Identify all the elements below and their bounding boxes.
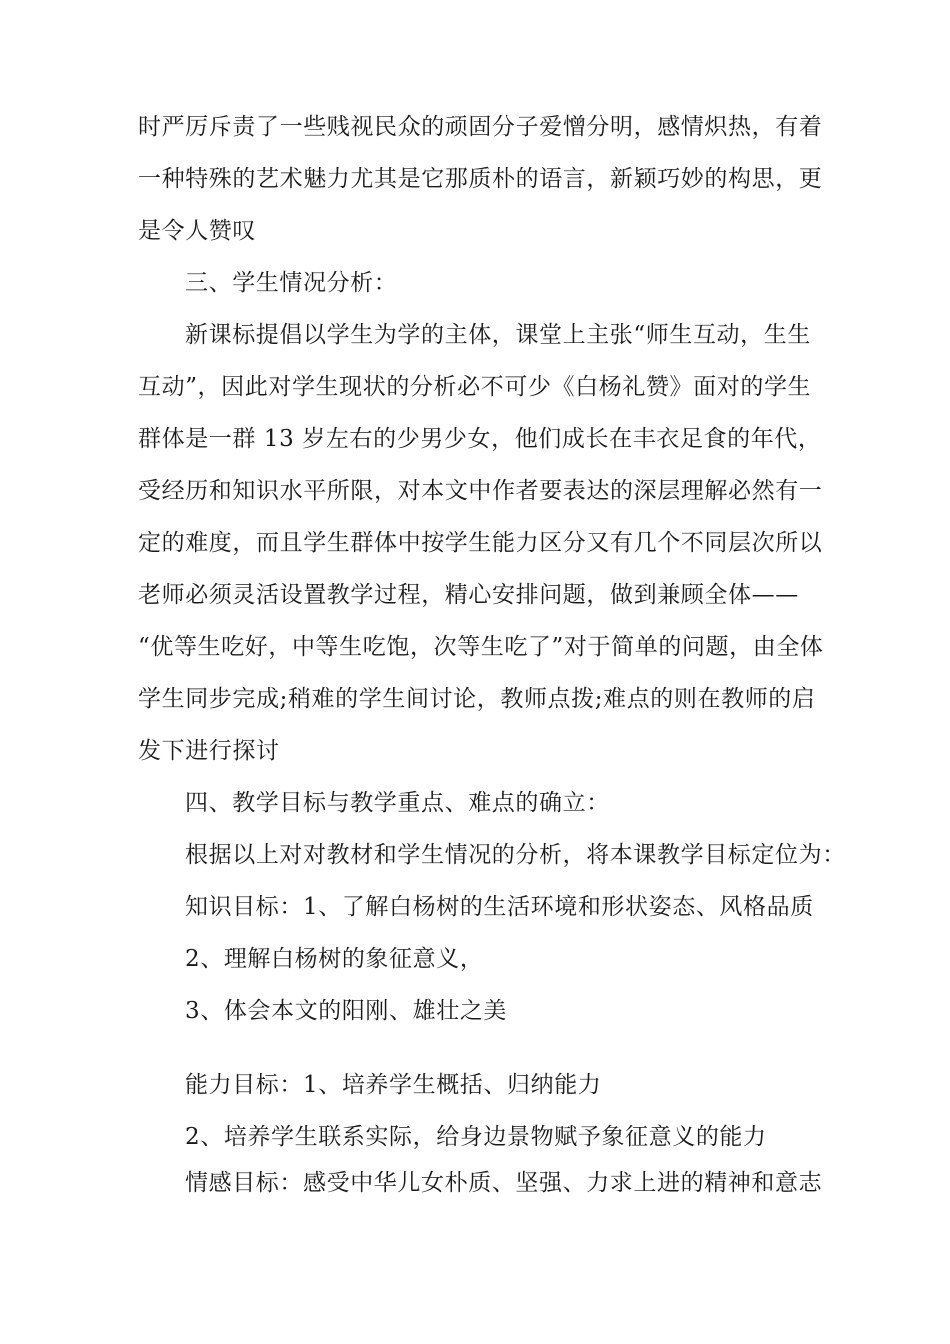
list-item: 2、培养学生联系实际，给身边景物赋予象征意义的能力 [185, 1124, 767, 1150]
paragraph-line: 一种特殊的艺术魅力尤其是它那质朴的语言，新颖巧妙的构思，更 [138, 166, 823, 192]
paragraph-line: 定的难度，而且学生群体中按学生能力区分又有几个不同层次所以 [138, 530, 823, 556]
list-item: 情感目标：感受中华儿女朴质、坚强、力求上进的精神和意志 [185, 1170, 823, 1196]
paragraph-line: 老师必须灵活设置教学过程，精心安排问题，做到兼顾全体—— [138, 582, 799, 608]
paragraph-line: “优等生吃好，中等生吃饱，次等生吃了”对于简单的问题，由全体 [138, 634, 824, 660]
paragraph-line: 根据以上对对教材和学生情况的分析，将本课教学目标定位为： [185, 842, 846, 868]
paragraph-line: 发下进行探讨 [138, 738, 280, 764]
paragraph-line: 受经历和知识水平所限，对本文中作者要表达的深层理解必然有一 [138, 478, 823, 504]
paragraph-line: 群体是一群 13 岁左右的少男少女，他们成长在丰衣足食的年代， [138, 426, 822, 452]
list-item: 3、体会本文的阳刚、雄壮之美 [185, 998, 508, 1024]
section-heading: 四、教学目标与教学重点、难点的确立： [185, 790, 610, 816]
list-item: 能力目标：1、培养学生概括、归纳能力 [185, 1072, 602, 1098]
paragraph-line: 学生同步完成;稍难的学生间讨论，教师点拨;难点的则在教师的启 [138, 686, 816, 712]
paragraph-line: 是令人赞叹 [138, 218, 256, 244]
paragraph-line: 互动”，因此对学生现状的分析必不可少《白杨礼赞》面对的学生 [138, 374, 812, 400]
section-heading: 三、学生情况分析： [185, 270, 398, 296]
paragraph-line: 时严厉斥责了一些贱视民众的顽固分子爱憎分明，感情炽热，有着 [138, 114, 823, 140]
paragraph-line: 新课标提倡以学生为学的主体，课堂上主张“师生互动，生生 [185, 322, 811, 348]
list-item: 知识目标：1、了解白杨树的生活环境和形状姿态、风格品质 [185, 894, 814, 920]
list-item: 2、理解白杨树的象征意义， [185, 946, 484, 972]
